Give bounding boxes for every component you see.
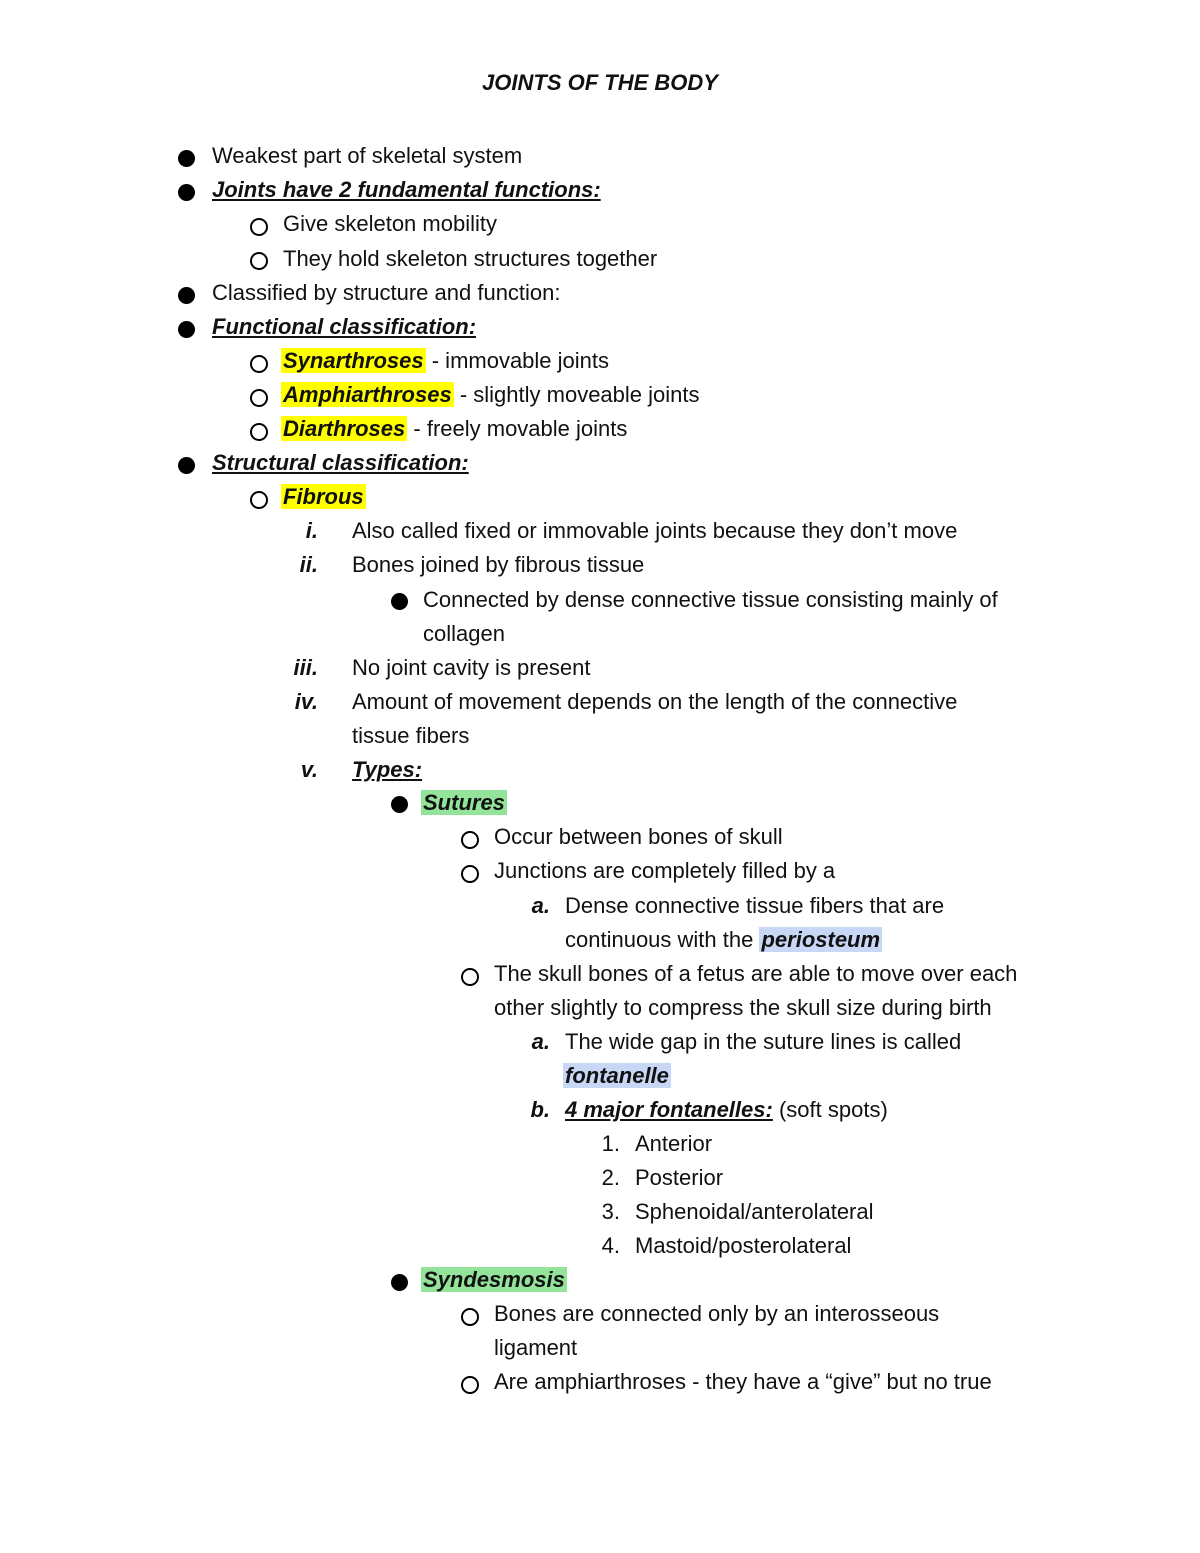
roman-marker: ii. xyxy=(299,552,318,577)
bullet-hold-together: They hold skeleton structures together xyxy=(283,246,658,271)
bullet-dot-icon xyxy=(178,321,195,338)
roman-marker: iii. xyxy=(293,655,318,680)
bullet-circle-icon xyxy=(250,218,268,236)
bullet-mobility: Give skeleton mobility xyxy=(283,211,497,236)
bullet-circle-icon xyxy=(250,491,268,509)
item-sutures: Sutures xyxy=(423,790,505,815)
bullet-dot-icon xyxy=(391,1274,408,1291)
item-junctions: Junctions are completely filled by a xyxy=(494,858,836,883)
bullet-circle-icon xyxy=(461,968,479,986)
bullet-circle-icon xyxy=(461,831,479,849)
bullet-circle-icon xyxy=(250,423,268,441)
item-fetus-1: The skull bones of a fetus are able to move over each xyxy=(494,961,1018,986)
item-dense-tissue-1: Connected by dense connective tissue consisting mainly of xyxy=(423,587,998,612)
number-marker: 2. xyxy=(601,1165,620,1190)
number-marker: 3. xyxy=(601,1199,620,1224)
number-marker: 4. xyxy=(601,1233,620,1258)
bullet-circle-icon xyxy=(250,252,268,270)
bullet-dot-icon xyxy=(178,184,195,201)
bullet-circle-icon xyxy=(461,1308,479,1326)
item-dense-fibers-2: continuous with the periosteum xyxy=(565,927,881,952)
roman-marker: iv. xyxy=(294,689,318,714)
item-movement-1: Amount of movement depends on the length of the connective xyxy=(352,689,958,714)
bullet-dot-icon xyxy=(391,593,408,610)
alpha-marker: b. xyxy=(530,1097,550,1122)
number-marker: 1. xyxy=(601,1131,620,1156)
bullet-circle-icon xyxy=(250,389,268,407)
bullet-dot-icon xyxy=(178,150,195,167)
bullet-amphiarthroses: Amphiarthroses - slightly moveable joints xyxy=(283,382,700,407)
roman-marker: v. xyxy=(300,757,318,782)
item-interosseous-2: ligament xyxy=(494,1335,578,1360)
bullet-dot-icon xyxy=(178,457,195,474)
bullet-fibrous: Fibrous xyxy=(283,484,364,509)
item-fixed-joints: Also called fixed or immovable joints because they don’t move xyxy=(352,518,958,543)
bullet-synarthroses: Synarthroses - immovable joints xyxy=(283,348,610,373)
item-no-cavity: No joint cavity is present xyxy=(352,655,591,680)
bullet-circle-icon xyxy=(250,355,268,373)
item-interosseous-1: Bones are connected only by an interosseous xyxy=(494,1301,940,1326)
roman-marker: i. xyxy=(305,518,318,543)
item-fibrous-tissue: Bones joined by fibrous tissue xyxy=(352,552,645,577)
item-wide-gap-2: fontanelle xyxy=(565,1063,669,1088)
item-movement-2: tissue fibers xyxy=(352,723,470,748)
bullet-circle-icon xyxy=(461,1376,479,1394)
item-dense-fibers-1: Dense connective tissue fibers that are xyxy=(565,893,945,918)
bullet-diarthroses: Diarthroses - freely movable joints xyxy=(283,416,628,441)
alpha-marker: a. xyxy=(531,893,550,918)
fontanelle-item: Anterior xyxy=(635,1131,713,1156)
bullet-dot-icon xyxy=(391,796,408,813)
item-fetus-2: other slightly to compress the skull size during birth xyxy=(494,995,992,1020)
bullet-structural: Structural classification: xyxy=(212,450,469,475)
item-wide-gap-1: The wide gap in the suture lines is called xyxy=(565,1029,962,1054)
bullet-weakest-part: Weakest part of skeletal system xyxy=(212,143,523,168)
alpha-marker: a. xyxy=(531,1029,550,1054)
item-major-fontanelles: 4 major fontanelles: (soft spots) xyxy=(565,1097,888,1122)
bullet-circle-icon xyxy=(461,865,479,883)
bullet-fundamental-functions: Joints have 2 fundamental functions: xyxy=(212,177,601,202)
page-title: JOINTS OF THE BODY xyxy=(482,70,718,95)
fontanelle-item: Sphenoidal/anterolateral xyxy=(635,1199,874,1224)
item-syndesmosis: Syndesmosis xyxy=(423,1267,565,1292)
item-dense-tissue-2: collagen xyxy=(423,621,505,646)
fontanelle-item: Mastoid/posterolateral xyxy=(635,1233,852,1258)
bullet-classified: Classified by structure and function: xyxy=(212,280,561,305)
fontanelle-item: Posterior xyxy=(635,1165,724,1190)
item-sutures-skull: Occur between bones of skull xyxy=(494,824,783,849)
bullet-functional: Functional classification: xyxy=(212,314,477,339)
item-amphiarthroses-give: Are amphiarthroses - they have a “give” but no true xyxy=(494,1369,992,1394)
item-types: Types: xyxy=(352,757,423,782)
bullet-dot-icon xyxy=(178,287,195,304)
